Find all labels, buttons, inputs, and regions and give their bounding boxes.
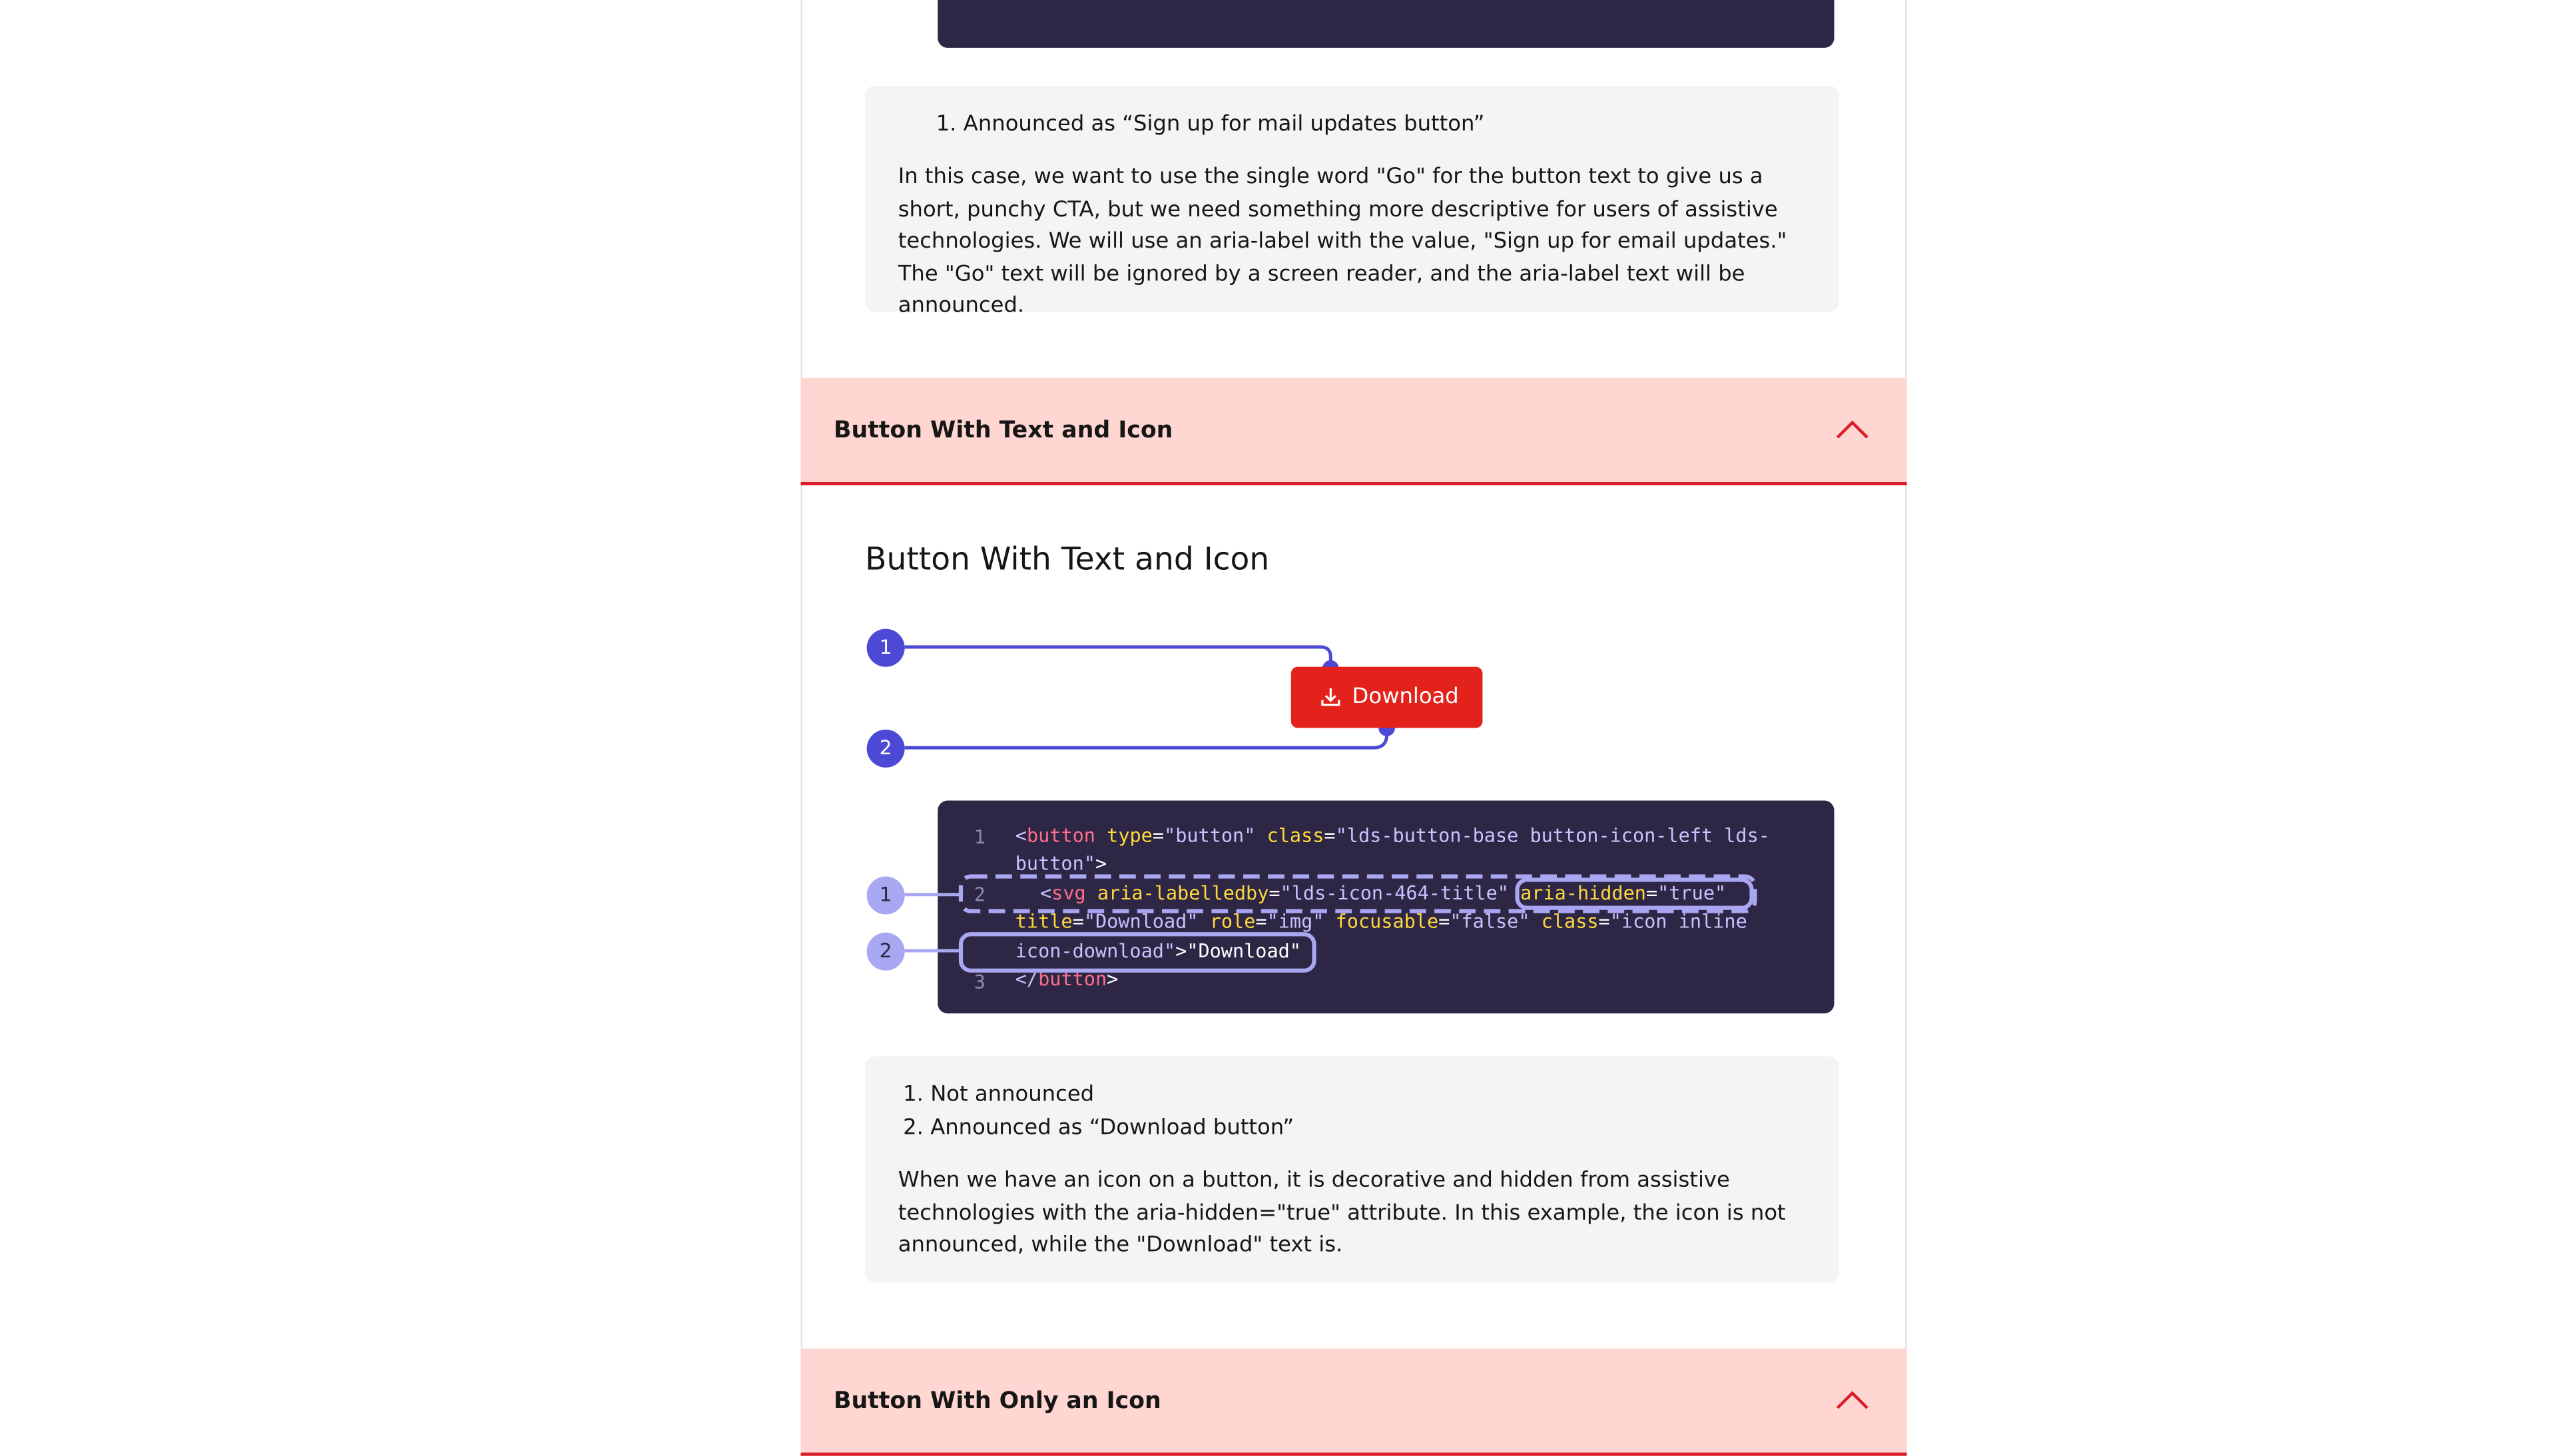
line-number: 2 (974, 883, 986, 907)
code-annotation-badge-2: 2 (867, 933, 905, 971)
accordion-title: Button With Text and Icon (834, 417, 1173, 444)
list-item: 1. Announced as “Sign up for mail updates button” (936, 112, 1485, 137)
list-item: 2. Announced as “Download button” (903, 1116, 1294, 1141)
code-line: </button> (1015, 967, 1119, 991)
note-paragraph: When we have an icon on a button, it is decorative and hidden from assistive technologies with the aria-hidden="true" attribute. In this example, the icon is not announced, while the "Download" text is. (898, 1168, 1786, 1258)
line-number: 3 (974, 970, 986, 994)
chevron-up-icon (1835, 1388, 1871, 1411)
download-button[interactable] (1291, 667, 1483, 728)
code-line: button"> (1015, 851, 1107, 875)
content-column (800, 0, 1906, 1456)
annotation-badge-1: 1 (867, 629, 905, 667)
list-item: 1. Not announced (903, 1083, 1095, 1108)
accordion-header-only-icon[interactable] (800, 1349, 1906, 1456)
code-annotation-badge-1: 1 (867, 877, 905, 915)
chevron-up-icon (1835, 417, 1871, 441)
note-paragraph: In this case, we want to use the single word "Go" for the button text to give us a short, punchy CTA, but we need something more descriptive for users of assistive technologies. We will use an aria-label with the value, "Sign up for email updates." The "Go" text will be ignored by a screen reader, and the aria-label text will be announced. (898, 164, 1787, 320)
accordion-title: Button With Only an Icon (834, 1388, 1161, 1415)
section-heading: Button With Text and Icon (865, 541, 1270, 578)
code-line: <svg aria-labelledby="lds-icon-464-title" aria-hidden="true" (1039, 881, 1727, 905)
previous-code-block (938, 0, 1834, 48)
download-button-label: Download (1352, 684, 1459, 710)
previous-example-note (865, 86, 1839, 320)
code-annotation-overlay (802, 858, 1905, 990)
code-line: <button type="button" class="lds-button-base button-icon-left lds- (1015, 824, 1770, 847)
annotation-badge-2: 2 (867, 730, 905, 768)
example-note (865, 1057, 1839, 1283)
code-line: icon-download">"Download" (1015, 939, 1301, 963)
accordion-header-text-and-icon[interactable] (800, 378, 1906, 485)
download-icon (1320, 686, 1340, 706)
line-number: 1 (974, 825, 986, 849)
code-line: title="Download" role="img" focusable="false" class="icon inline (1015, 909, 1747, 933)
